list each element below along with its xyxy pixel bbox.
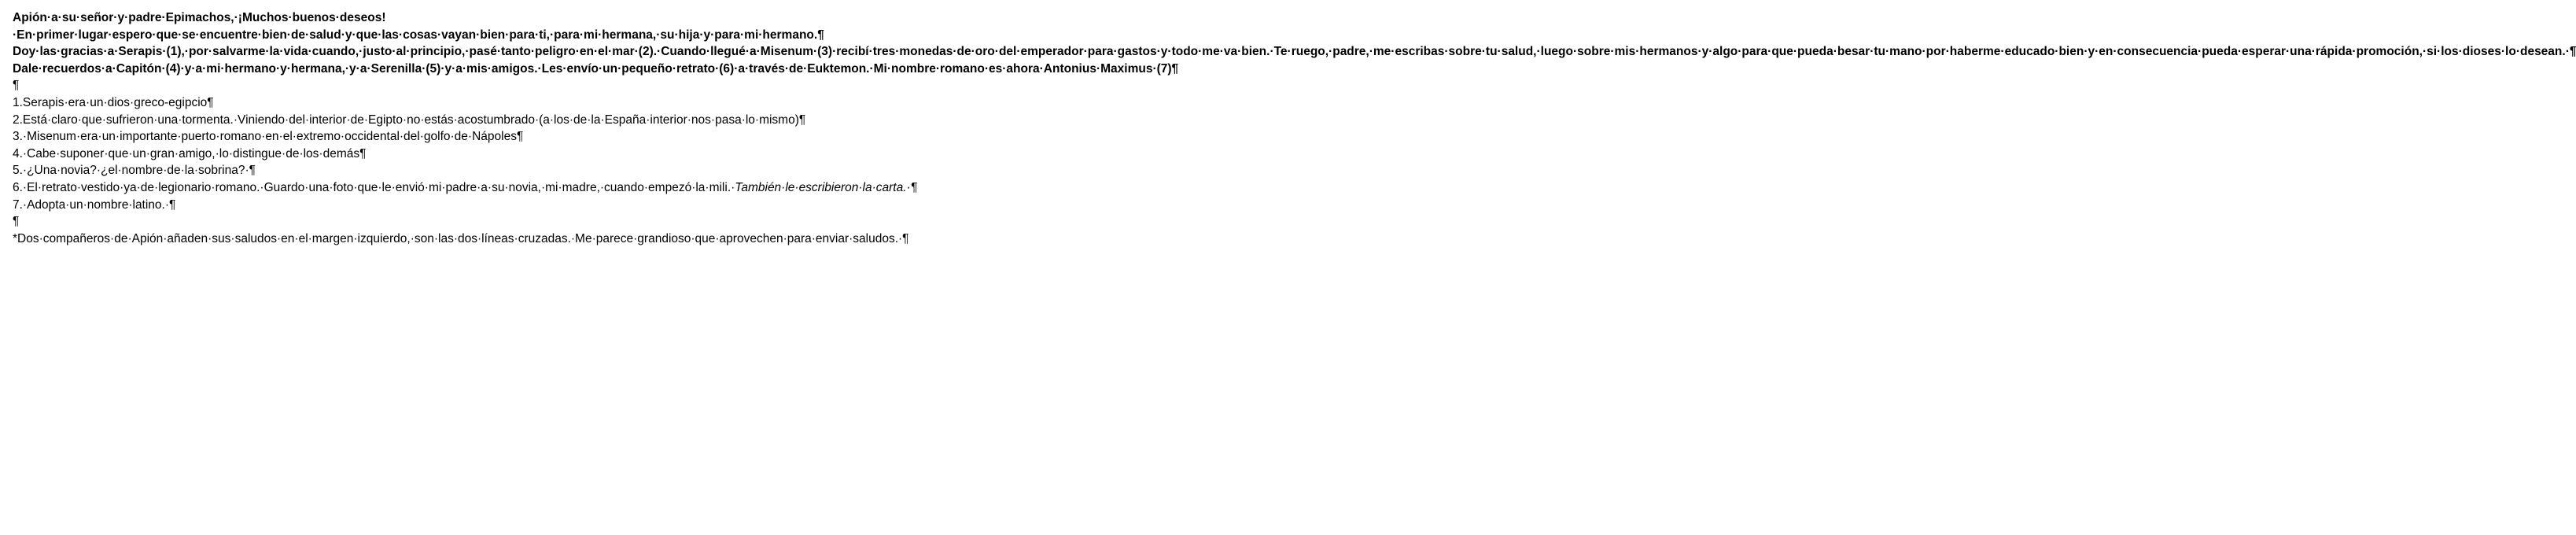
note-5: 5.·¿Una·novia?·¿el·nombre·de·la·sobrina?·¶ (13, 164, 256, 178)
letter-paragraph-3: Dale·recuerdos·a·Capitón·(4)·y·a·mi·hermano·y·hermana,·y·a·Serenilla·(5)·y·a·mis·amigos.·Les·envío·un·pequeño·retrato·(6)·a·través·de·Euktemon.·Mi·nombre·romano·es·ahora·Antonius·Maximus·(7)¶ (13, 61, 1179, 76)
note-6-italic-text: También·le·escribieron·la·carta.·¶ (735, 180, 918, 194)
blank-paragraph-mark: ¶ (13, 79, 20, 93)
note-4: 4.·Cabe·suponer·que·un·gran·amigo,·lo·distingue·de·los·demás¶ (13, 146, 367, 160)
closing-note: *Dos·compañeros·de·Apión·añaden·sus·saludos·en·el·margen·izquierdo,·son·las·dos·líneas·cruzadas.·Me·parece·grandioso·que·aprovechen·para·enviar·saludos.·¶ (13, 231, 909, 245)
note-1: 1.Serapis·era·un·dios·greco-egipcio¶ (13, 95, 214, 109)
note-3: 3.·Misenum·era·un·importante·puerto·romano·en·el·extremo·occidental·del·golfo·de·Nápoles¶ (13, 130, 524, 144)
note-7: 7.·Adopta·un·nombre·latino.·¶ (13, 197, 176, 212)
letter-paragraph-1: Apión·a·su·señor·y·padre·Epimachos,·¡Muchos·buenos·deseos!·En·primer·lugar·espero·que·se·encuentre·bien·de·salud·y·que·las·cosas·vayan·bien·para·ti,·para·mi·hermana,·su·hija·y·para·mi·hermano.¶ (13, 11, 824, 42)
note-6-text: 6.·El·retrato·vestido·ya·de·legionario·romano.·Guardo·una·foto·que·le·envió·mi·padre·a·su·novia,·mi·madre,·cuando·empezó·la·mili.· (13, 180, 735, 194)
letter-paragraph-2: Doy·las·gracias·a·Serapis·(1),·por·salvarme·la·vida·cuando,·justo·al·principio,·pasé·tanto·peligro·en·el·mar·(2).·Cuando·llegué·a·Misenum·(3)·recibí·tres·monedas·de·oro·del·emperador·para·gastos·y·todo·me·va·bien.·Te·ruego,·padre,·me·escribas·sobre·tu·salud,·luego·sobre·mis·hermanos·y·algo·para·que·pueda·besar·tu·mano·por·haberme·educado·bien·y·en·consecuencia·pueda·esperar·una·rápida·promoción,·si·los·dioses·lo·desean.·¶ (13, 45, 2576, 59)
blank-paragraph-mark-2: ¶ (13, 215, 20, 229)
document-page (13, 9, 2576, 247)
note-2: 2.Está·claro·que·sufrieron·una·tormenta.·Viniendo·del·interior·de·Egipto·no·estás·acostumbrado·(a·los·de·la·España·interior·nos·pasa·lo·mismo)¶ (13, 113, 806, 127)
note-6 (13, 179, 918, 197)
